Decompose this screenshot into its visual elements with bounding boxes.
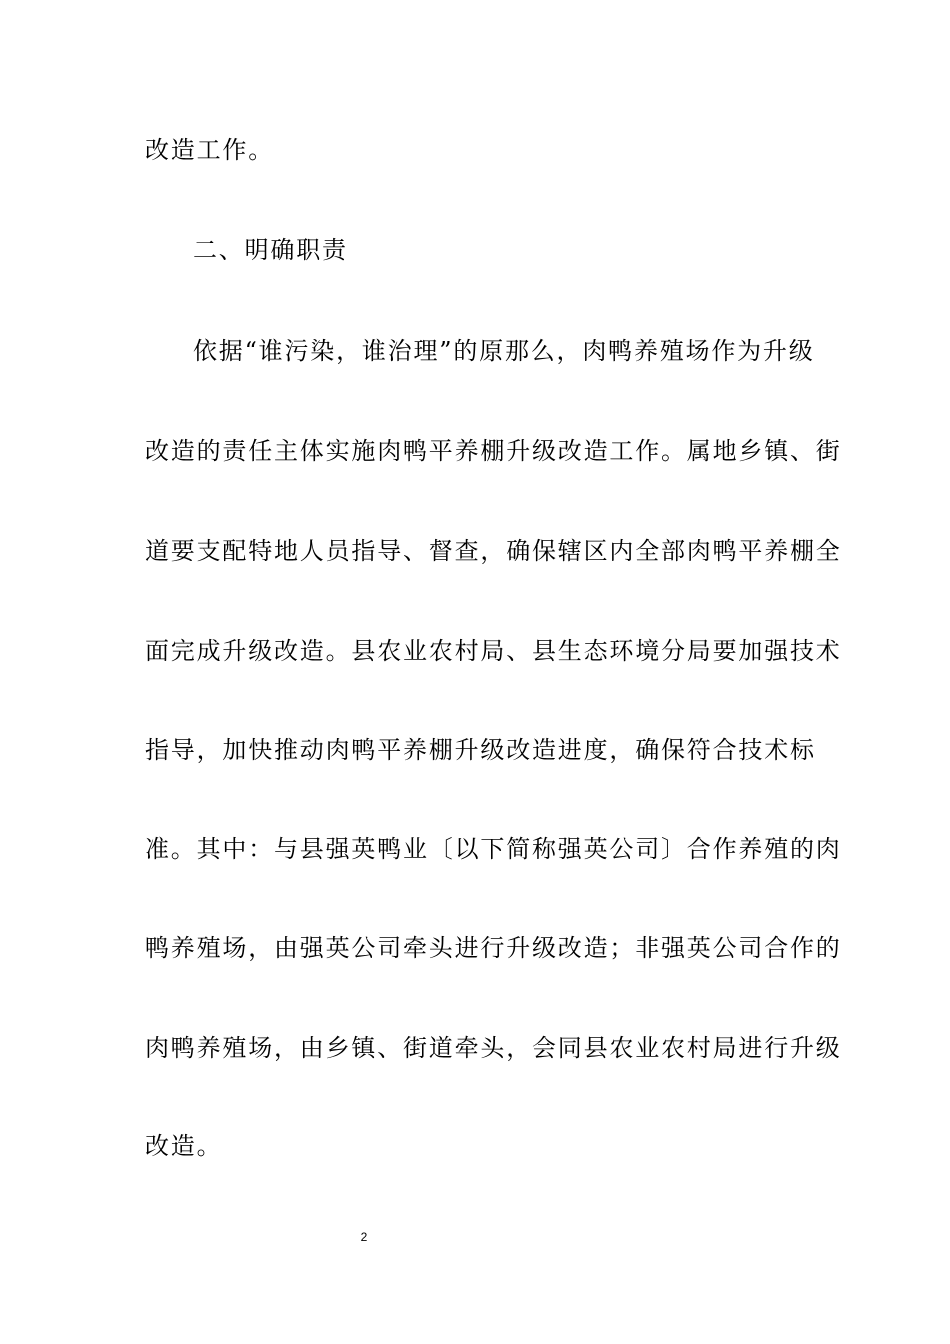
paragraph-line: 改造工作。 [145, 136, 274, 164]
paragraph-line: 改造的责任主体实施肉鸭平养棚升级改造工作。属地乡镇、街 [145, 437, 842, 465]
paragraph-line: 道要支配特地人员指导、督查，确保辖区内全部肉鸭平养棚全 [145, 537, 842, 565]
page-number: 2 [360, 1230, 368, 1244]
paragraph-line: 改造。 [145, 1132, 223, 1160]
paragraph-line: 依据“谁污染，谁治理”的原那么，肉鸭养殖场作为升级 [193, 337, 815, 365]
paragraph-line: 面完成升级改造。县农业农村局、县生态环境分局要加强技术 [145, 637, 842, 665]
paragraph-line: 鸭养殖场，由强英公司牵头进行升级改造；非强英公司合作的 [145, 934, 842, 962]
paragraph-line: 肉鸭养殖场，由乡镇、街道牵头，会同县农业农村局进行升级 [145, 1034, 842, 1062]
paragraph-line: 准。其中：与县强英鸭业〔以下简称强英公司〕合作养殖的肉 [145, 835, 842, 863]
section-heading: 二、明确职责 [193, 236, 348, 264]
paragraph-line: 指导，加快推动肉鸭平养棚升级改造进度，确保符合技术标 [145, 736, 816, 764]
